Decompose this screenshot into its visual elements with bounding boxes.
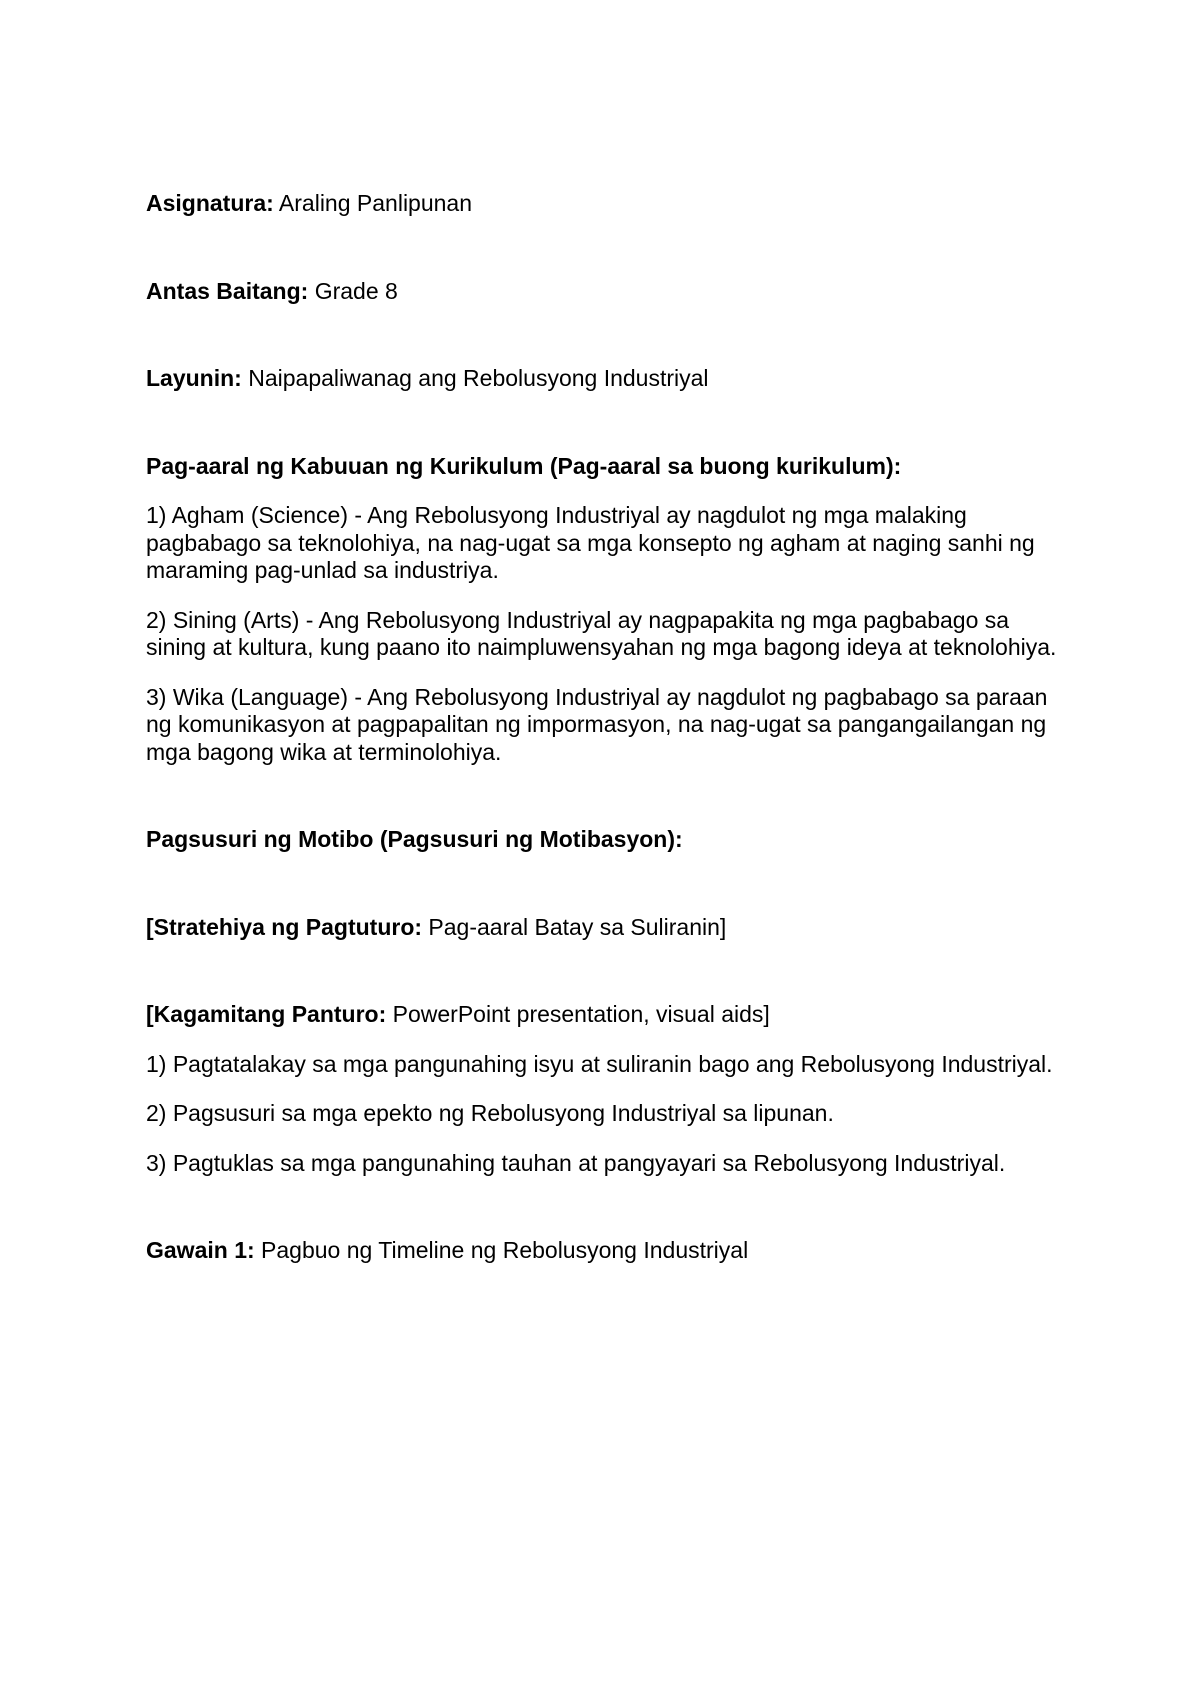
strategy-open-bracket: [ xyxy=(146,913,154,940)
layunin-label: Layunin: xyxy=(146,365,242,391)
curriculum-heading: Pag-aaral ng Kabuuan ng Kurikulum (Pag-aaral sa buong kurikulum): xyxy=(146,452,902,479)
asignatura-line xyxy=(146,190,1066,218)
antas-line xyxy=(146,278,1066,306)
activity-item: 3) Pagtuklas sa mga pangunahing tauhan at pangyayari sa Rebolusyong Industriyal. xyxy=(146,1149,1006,1176)
gawain-label: Gawain 1: xyxy=(146,1237,255,1263)
materials-line xyxy=(146,1001,1066,1029)
strategy-label: Stratehiya ng Pagtuturo: xyxy=(153,913,423,940)
layunin-line xyxy=(146,365,1066,393)
gawain-value: Pagbuo ng Timeline ng Rebolusyong Industriyal xyxy=(261,1237,749,1263)
materials-label: Kagamitang Panturo: xyxy=(153,1001,387,1027)
antas-value: Grade 8 xyxy=(314,277,398,304)
document-body xyxy=(146,190,1066,1265)
strategy-line xyxy=(146,914,1066,942)
asignatura-label: Asignatura: xyxy=(146,190,274,216)
asignatura-value: Araling Panlipunan xyxy=(278,190,473,216)
materials-open-bracket: [ xyxy=(146,1001,154,1027)
strategy-value: Pag-aaral Batay sa Suliranin] xyxy=(428,913,727,940)
curriculum-item-sining: 2) Sining (Arts) - Ang Rebolusyong Industriyal ay nagpapakita ng mga pagbabago sa sining at kultura, kung paano ito naimpluwensyahan ng mga bagong ideya at teknolohiya. xyxy=(146,606,1057,660)
layunin-value: Naipapaliwanag ang Rebolusyong Industriyal xyxy=(248,365,709,391)
antas-label: Antas Baitang: xyxy=(146,277,309,304)
activity-item: 2) Pagsusuri sa mga epekto ng Rebolusyong Industriyal sa lipunan. xyxy=(146,1100,834,1126)
curriculum-item-agham: 1) Agham (Science) - Ang Rebolusyong Industriyal ay nagdulot ng mga malaking pagbabago sa teknolohiya, na nag-ugat sa mga konsepto ng agham at naging sanhi ng maraming pag-unlad sa industriya. xyxy=(146,502,1035,583)
motivation-heading: Pagsusuri ng Motibo (Pagsusuri ng Motibasyon): xyxy=(146,826,683,852)
curriculum-item-wika: 3) Wika (Language) - Ang Rebolusyong Industriyal ay nagdulot ng pagbabago sa paraan ng komunikasyon at pagpapalitan ng impormasyon, na nag-ugat sa pangangailangan ng mga bagong wika at terminolohiya. xyxy=(146,683,1048,765)
materials-value: PowerPoint presentation, visual aids] xyxy=(392,1001,770,1027)
gawain-line xyxy=(146,1237,1066,1265)
activity-item: 1) Pagtatalakay sa mga pangunahing isyu at suliranin bago ang Rebolusyong Industriyal. xyxy=(146,1050,1053,1077)
